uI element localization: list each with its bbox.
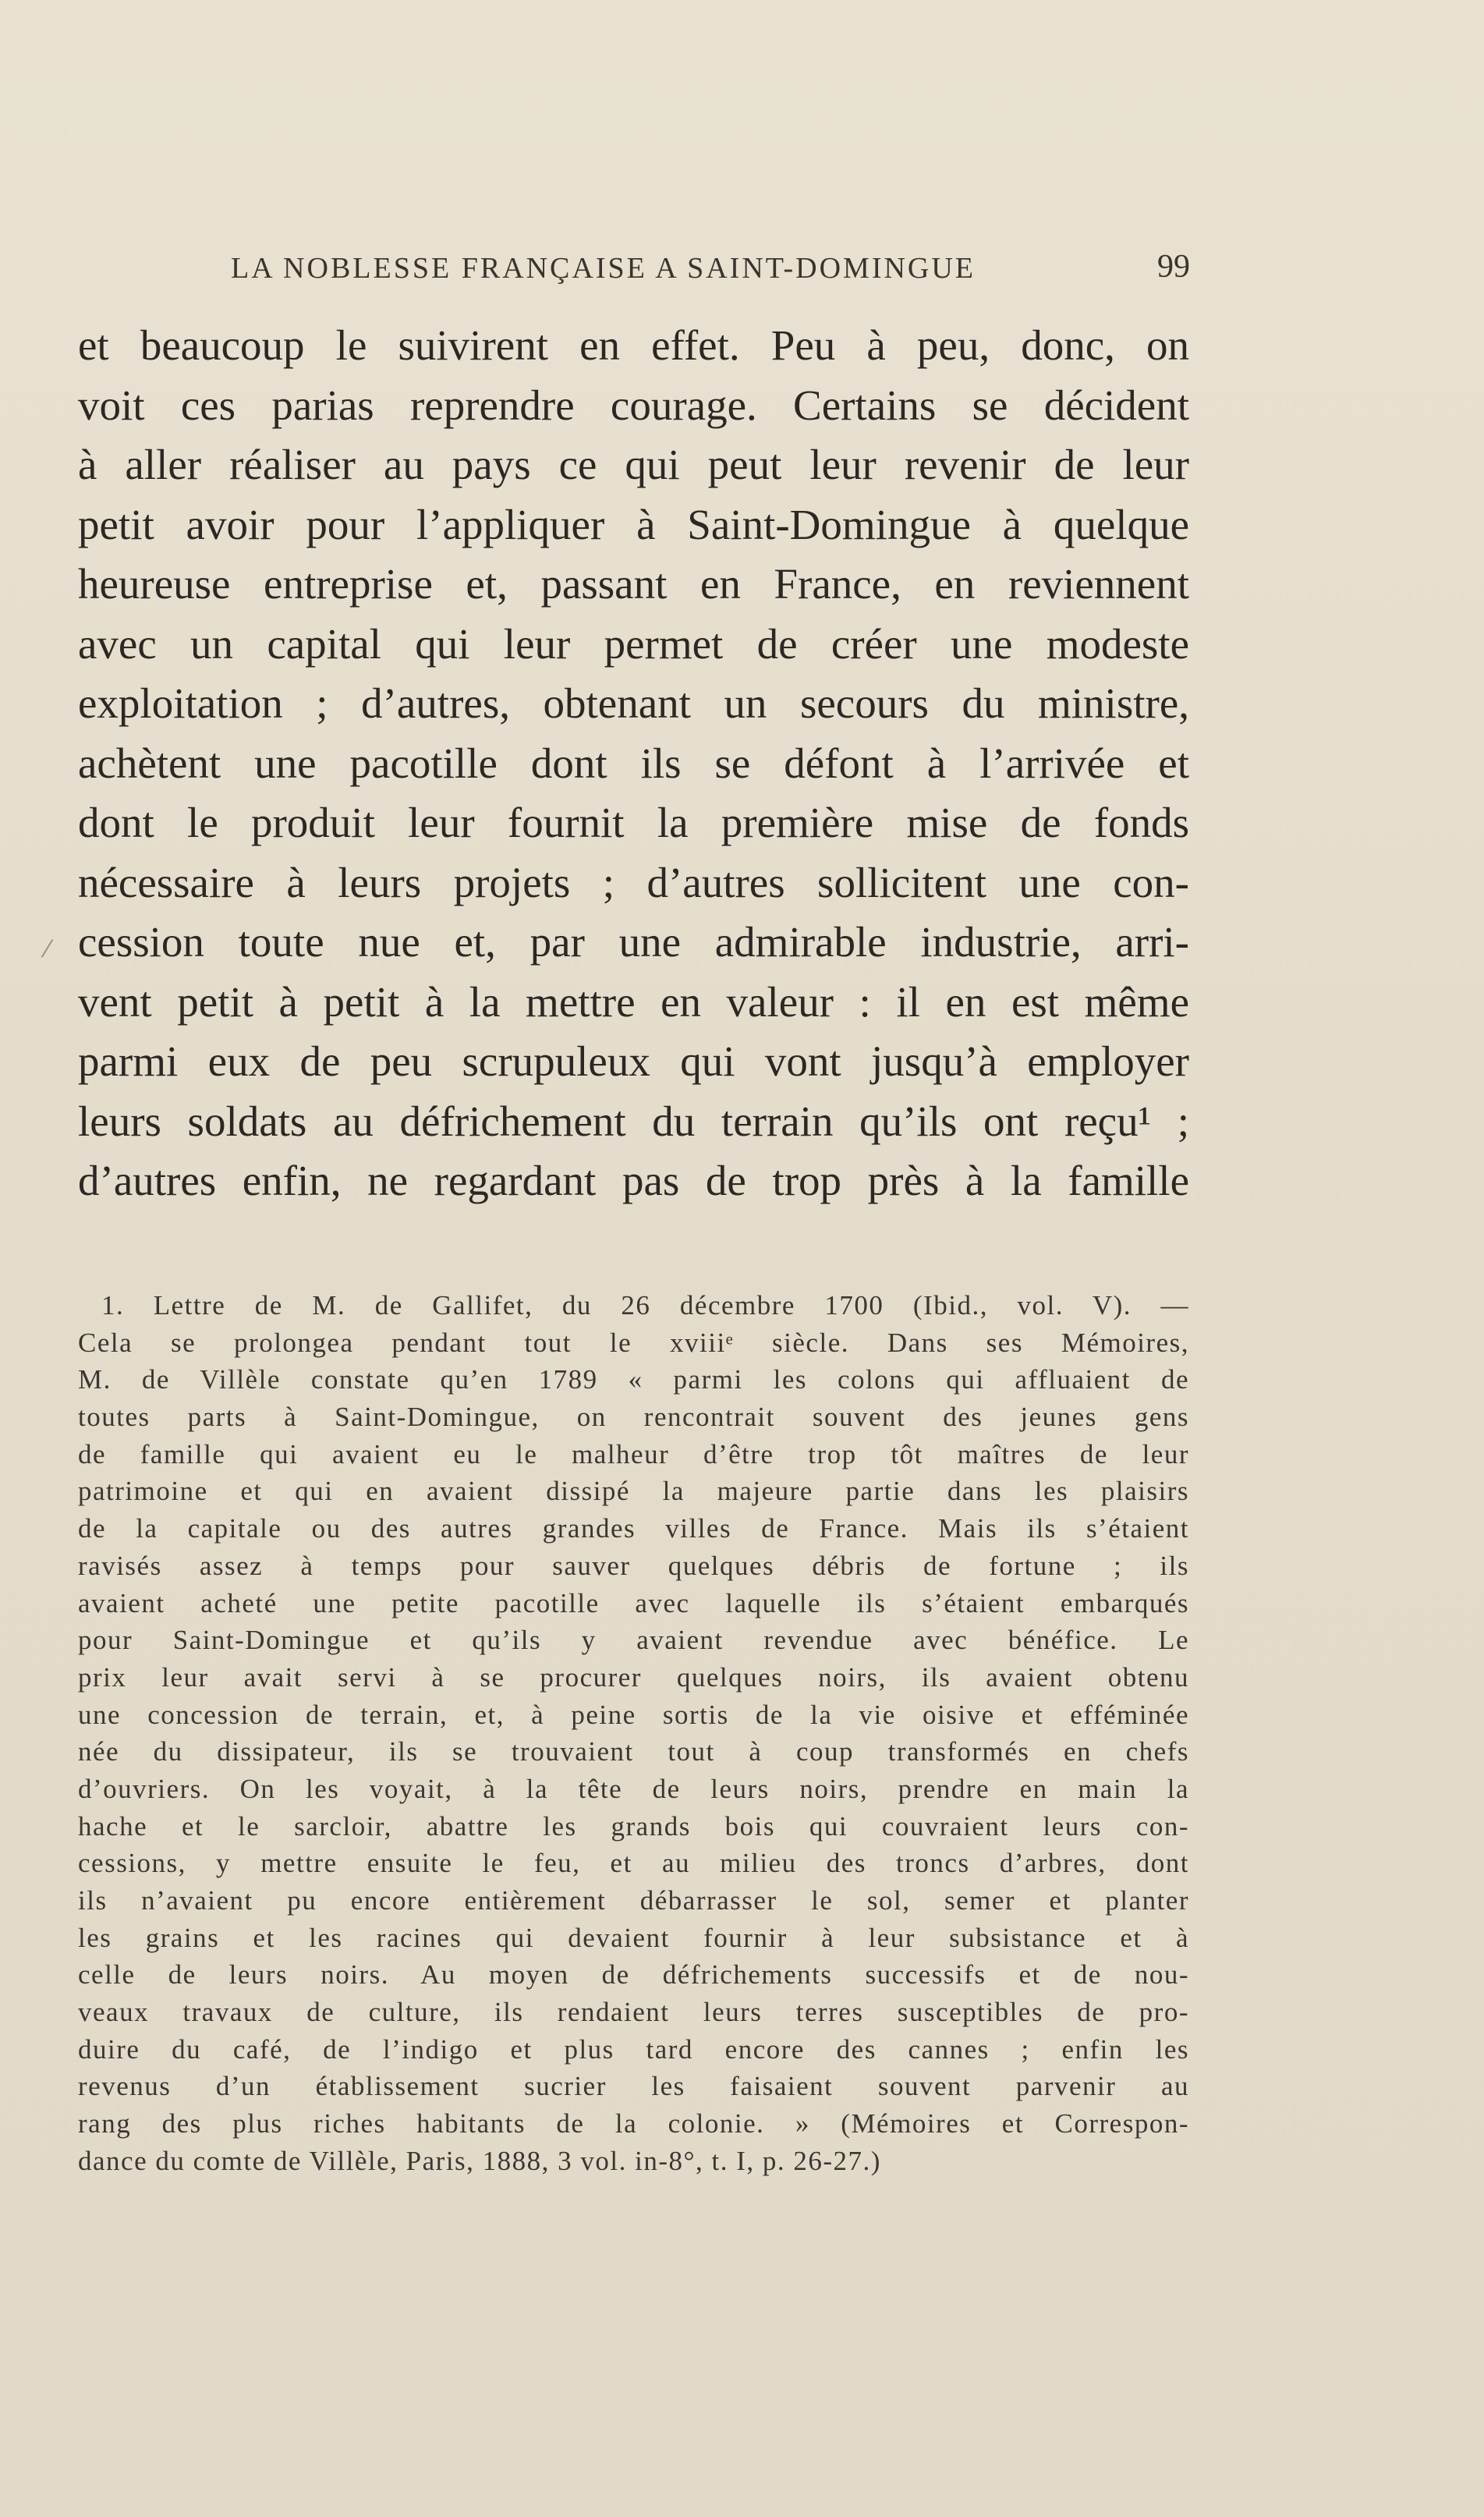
footnote-line: celle de leurs noirs. Au moyen de défrichements successifs et de nou- [78,1959,1189,1991]
text-line: achètent une pacotille dont ils se défont à l’arrivée et [78,739,1189,787]
footnote-line: cessions, y mettre ensuite le feu, et au milieu des troncs d’arbres, dont [78,1848,1189,1879]
footnote-line: d’ouvriers. On les voyait, à la tête de leurs noirs, prendre en main la [78,1773,1189,1804]
footnote-line: ils n’avaient pu encore entièrement débarrasser le sol, semer et planter [78,1885,1189,1916]
footnote-line: les grains et les racines qui devaient fournir à leur subsistance et à [78,1922,1189,1953]
footnote-line: 1. Lettre de M. de Gallifet, du 26 décembre 1700 (Ibid., vol. V). — [101,1290,1189,1321]
footnote-line: rang des plus riches habitants de la colonie. » (Mémoires et Correspon- [78,2108,1189,2139]
text-line: exploitation ; d’autres, obtenant un secours du ministre, [78,679,1189,727]
text-line: d’autres enfin, ne regardant pas de trop près à la famille [78,1157,1189,1204]
text-line: dont le produit leur fournit la première mise de fonds [78,799,1189,846]
text-line: à aller réaliser au pays ce qui peut leur revenir de leur [78,441,1189,488]
text-line: vent petit à petit à la mettre en valeur : il en est même [78,977,1189,1026]
text-line: cession toute nue et, par une admirable industrie, arri- [78,918,1189,966]
text-line: nécessaire à leurs projets ; d’autres sollicitent une con- [78,858,1189,906]
footnote-line: dance du comte de Villèle, Paris, 1888, 3 vol. in-8°, t. I, p. 26-27.) [78,2145,881,2176]
footnote-line: Cela se prolongea pendant tout le xviiiᵉ siècle. Dans ses Mémoires, [78,1327,1189,1358]
main-text [78,316,1189,1211]
footnote-line: ravisés assez à temps pour sauver quelques débris de fortune ; ils [78,1550,1189,1581]
footnote-line: duire du café, de l’indigo et plus tard encore des cannes ; enfin les [78,2033,1189,2065]
text-line: heureuse entreprise et, passant en France, en reviennent [78,560,1189,608]
text-line: et beaucoup le suivirent en effet. Peu à peu, donc, on [78,321,1189,369]
page-header [184,242,1190,296]
margin-mark: ⁄ [45,936,50,963]
footnote-line: pour Saint-Domingue et qu’ils y avaient revendue avec bénéfice. Le [78,1625,1189,1656]
footnote-line: prix leur avait servi à se procurer quelques noirs, ils avaient obtenu [78,1661,1189,1693]
footnote-line: hache et le sarcloir, abattre les grands bois qui couvraient leurs con- [78,1810,1189,1842]
footnote-line: une concession de terrain, et, à peine sortis de la vie oisive et efféminée [78,1699,1189,1730]
page-number: 99 [1157,249,1190,285]
footnote-block [78,1287,1189,2180]
footnote-line: de famille qui avaient eu le malheur d’être trop tôt maîtres de leur [78,1438,1189,1469]
footnote-line: patrimoine et qui en avaient dissipé la majeure partie dans les plaisirs [78,1476,1189,1507]
text-line: parmi eux de peu scrupuleux qui vont jusqu’à employer [78,1037,1189,1085]
footnote-line: veaux travaux de culture, ils rendaient leurs terres susceptibles de pro- [78,1997,1189,2028]
text-line: leurs soldats au défrichement du terrain qu’ils ont reçu¹ ; [78,1097,1189,1145]
text-line: petit avoir pour l’appliquer à Saint-Domingue à quelque [78,500,1189,548]
running-title: LA NOBLESSE FRANÇAISE A SAINT-DOMINGUE [231,252,976,285]
footnote-line: M. de Villèle constate qu’en 1789 « parmi les colons qui affluaient de [78,1364,1189,1395]
footnote-line: de la capitale ou des autres grandes villes de France. Mais ils s’étaient [78,1513,1189,1544]
footnote-line: revenus d’un établissement sucrier les faisaient souvent parvenir au [78,2071,1189,2102]
footnote-line: née du dissipateur, ils se trouvaient tout à coup transformés en chefs [78,1736,1189,1767]
text-line: avec un capital qui leur permet de créer une modeste [78,619,1189,668]
footnote-line: avaient acheté une petite pacotille avec laquelle ils s’étaient embarqués [78,1587,1189,1618]
text-line: voit ces parias reprendre courage. Certains se décident [78,381,1189,429]
footnote-line: toutes parts à Saint-Domingue, on rencontrait souvent des jeunes gens [78,1402,1189,1433]
